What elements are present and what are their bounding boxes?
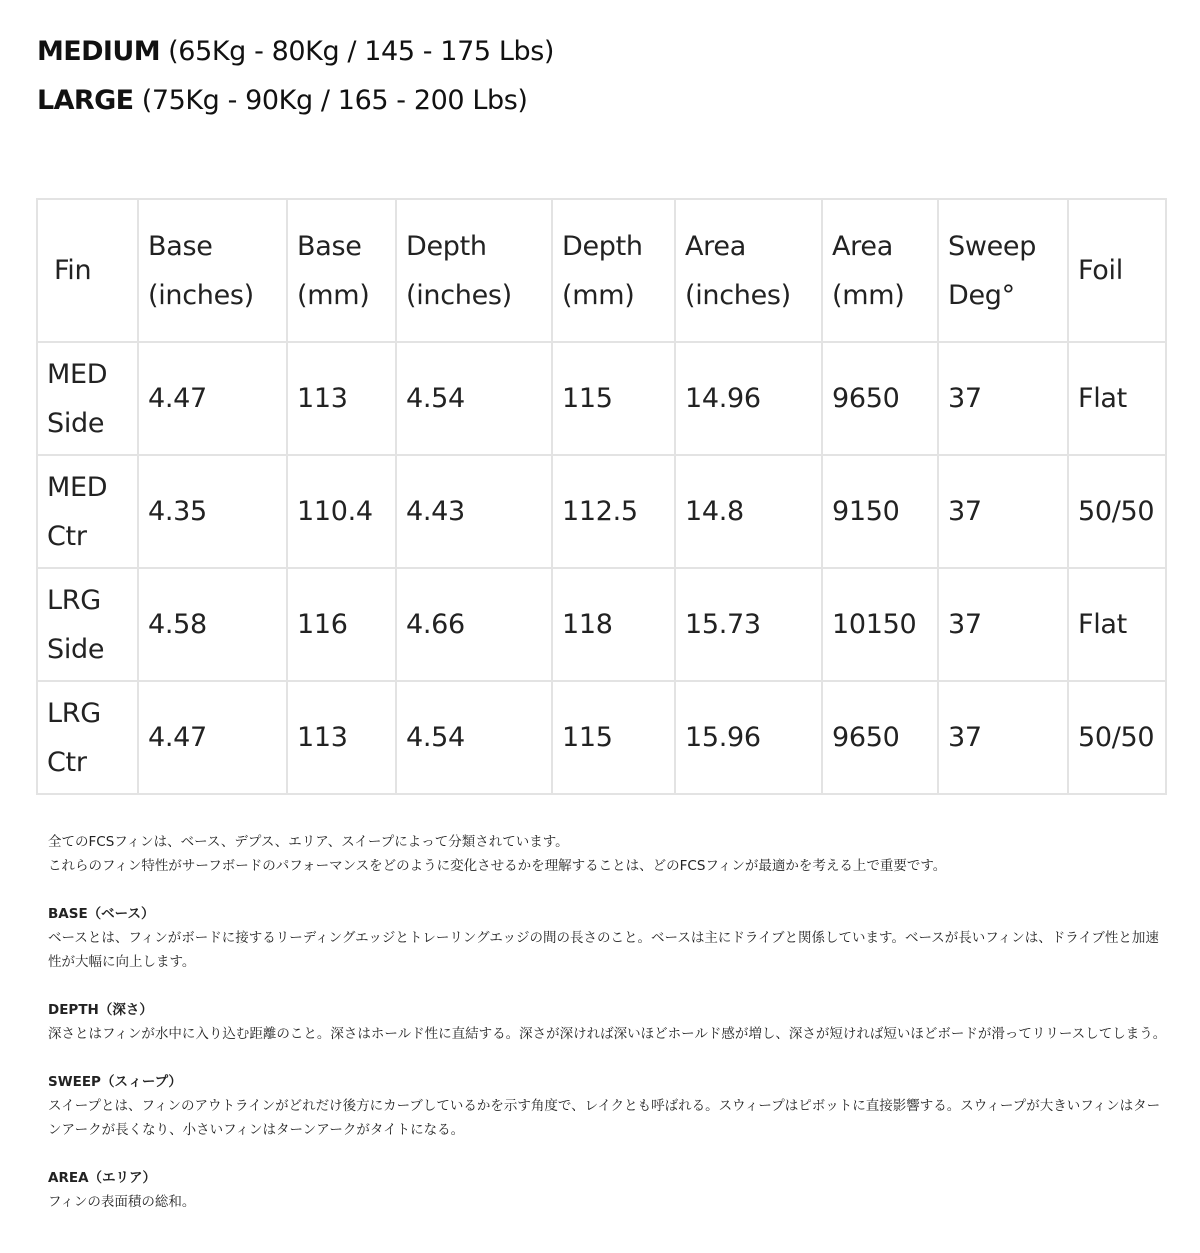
size-large xyxy=(37,76,554,125)
fin-spec-table xyxy=(36,198,1167,795)
header-area-inches: Area (inches) xyxy=(675,199,822,342)
header-base-mm: Base (mm) xyxy=(287,199,396,342)
cell-base-mm: 110.4 xyxy=(287,455,396,568)
cell-fin: MED Ctr xyxy=(37,455,138,568)
section-title: SWEEP（スィープ） xyxy=(48,1074,182,1090)
cell-foil: 50/50 xyxy=(1068,455,1166,568)
header-sweep: Sweep Deg° xyxy=(938,199,1068,342)
size-range: (65Kg - 80Kg / 145 - 175 Lbs) xyxy=(168,36,555,67)
cell-foil: Flat xyxy=(1068,342,1166,455)
header-fin: Fin xyxy=(37,199,138,342)
section-body: フィンの表面積の総和。 xyxy=(48,1194,196,1210)
cell-sweep: 37 xyxy=(938,455,1068,568)
table-row xyxy=(37,568,1166,681)
size-name: LARGE xyxy=(37,85,134,116)
section-depth xyxy=(48,998,1168,1046)
cell-area-inches: 14.8 xyxy=(675,455,822,568)
header-foil: Foil xyxy=(1068,199,1166,342)
intro-line: 全てのFCSフィンは、ベース、デプス、エリア、スイープによって分類されています。 xyxy=(48,834,569,850)
table-header-row xyxy=(37,199,1166,342)
cell-base-inches: 4.47 xyxy=(138,342,287,455)
section-area xyxy=(48,1166,1168,1214)
cell-area-inches: 15.73 xyxy=(675,568,822,681)
cell-foil: 50/50 xyxy=(1068,681,1166,794)
cell-area-inches: 15.96 xyxy=(675,681,822,794)
header-area-mm: Area (mm) xyxy=(822,199,938,342)
section-title: AREA（エリア） xyxy=(48,1170,157,1186)
cell-fin: LRG Ctr xyxy=(37,681,138,794)
section-title: DEPTH（深さ） xyxy=(48,1002,153,1018)
size-list xyxy=(37,27,554,125)
cell-base-inches: 4.47 xyxy=(138,681,287,794)
cell-area-mm: 9650 xyxy=(822,342,938,455)
section-body: スイープとは、フィンのアウトラインがどれだけ後方にカーブしているかを示す角度で、レイクとも呼ばれる。スウィープはピボットに直接影響する。スウィープが大きいフィンはターンアークが長くなり、小さいフィンはターンアークがタイトになる。 xyxy=(48,1098,1161,1138)
size-medium xyxy=(37,27,554,76)
cell-area-mm: 9650 xyxy=(822,681,938,794)
cell-depth-mm: 115 xyxy=(552,681,675,794)
cell-fin: MED Side xyxy=(37,342,138,455)
cell-depth-inches: 4.43 xyxy=(396,455,552,568)
section-body: ベースとは、フィンがボードに接するリーディングエッジとトレーリングエッジの間の長さのこと。ベースは主にドライブと関係しています。ベースが長いフィンは、ドライブ性と加速性が大幅に向上します。 xyxy=(48,930,1159,970)
cell-base-mm: 116 xyxy=(287,568,396,681)
section-title: BASE（ベース） xyxy=(48,906,155,922)
cell-depth-inches: 4.54 xyxy=(396,342,552,455)
cell-base-inches: 4.35 xyxy=(138,455,287,568)
section-body: 深さとはフィンが水中に入り込む距離のこと。深さはホールド性に直結する。深さが深ければ深いほどホールド感が増し、深さが短ければ短いほどボードが滑ってリリースしてしまう。 xyxy=(48,1026,1167,1042)
cell-depth-inches: 4.66 xyxy=(396,568,552,681)
cell-base-mm: 113 xyxy=(287,681,396,794)
section-base xyxy=(48,902,1168,974)
cell-area-mm: 10150 xyxy=(822,568,938,681)
cell-sweep: 37 xyxy=(938,681,1068,794)
header-depth-mm: Depth (mm) xyxy=(552,199,675,342)
intro-text xyxy=(48,830,1168,878)
cell-base-inches: 4.58 xyxy=(138,568,287,681)
header-depth-inches: Depth (inches) xyxy=(396,199,552,342)
header-base-inches: Base (inches) xyxy=(138,199,287,342)
cell-depth-mm: 115 xyxy=(552,342,675,455)
cell-depth-inches: 4.54 xyxy=(396,681,552,794)
cell-fin: LRG Side xyxy=(37,568,138,681)
section-sweep xyxy=(48,1070,1168,1142)
table-row xyxy=(37,681,1166,794)
table-row xyxy=(37,455,1166,568)
cell-sweep: 37 xyxy=(938,342,1068,455)
fin-notes xyxy=(48,830,1168,1238)
cell-foil: Flat xyxy=(1068,568,1166,681)
cell-sweep: 37 xyxy=(938,568,1068,681)
size-range: (75Kg - 90Kg / 165 - 200 Lbs) xyxy=(141,85,528,116)
size-name: MEDIUM xyxy=(37,36,160,67)
cell-depth-mm: 112.5 xyxy=(552,455,675,568)
cell-area-inches: 14.96 xyxy=(675,342,822,455)
cell-area-mm: 9150 xyxy=(822,455,938,568)
intro-line: これらのフィン特性がサーフボードのパフォーマンスをどのように変化させるかを理解することは、どのFCSフィンが最適かを考える上で重要です。 xyxy=(48,858,947,874)
table-row xyxy=(37,342,1166,455)
cell-base-mm: 113 xyxy=(287,342,396,455)
cell-depth-mm: 118 xyxy=(552,568,675,681)
